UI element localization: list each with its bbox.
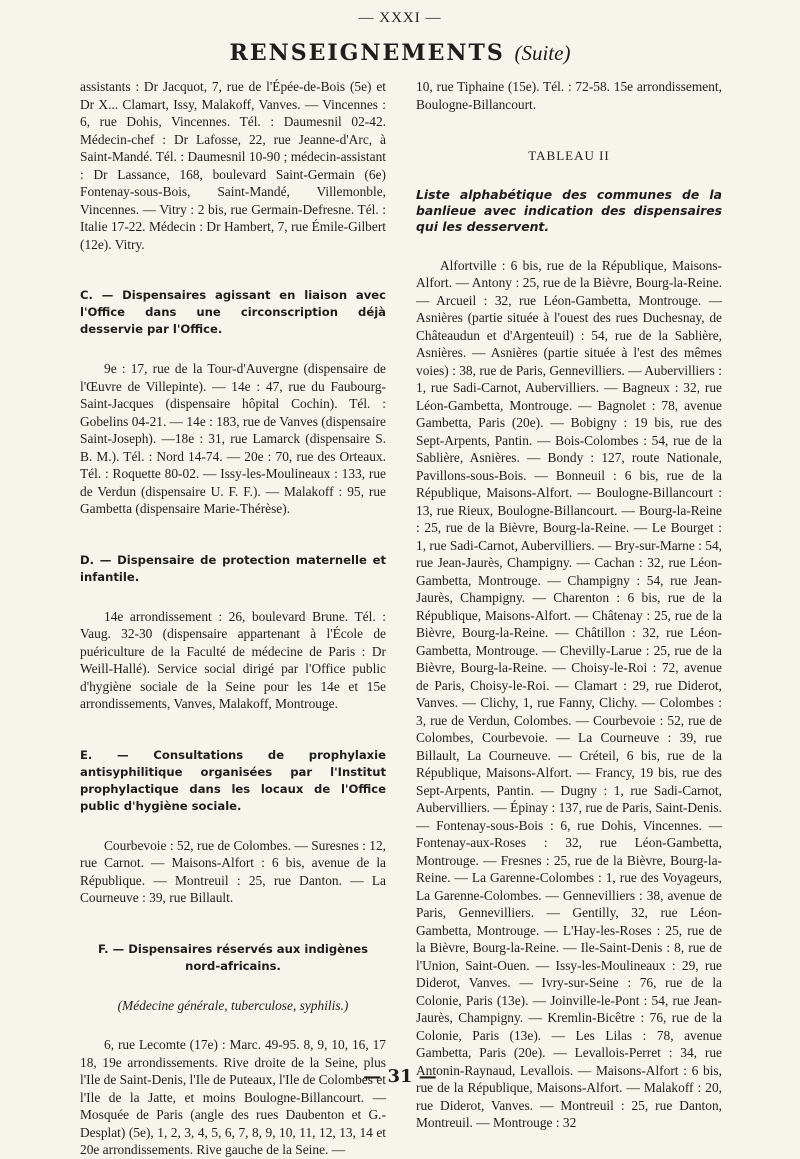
table-ii-subtitle: Liste alphabétique des communes de la banlieue avec indication des dispensaires qui les desservent. bbox=[416, 186, 722, 234]
section-c-body: 9e : 17, rue de la Tour-d'Auvergne (dispensaire de l'Œuvre de Villepinte). — 14e : 47, rue du Faubourg-Saint-Jacques (dispensaire hôpital Cochin). Tél. : Gobelins 04-21. — 14e : 183, rue de Vanves (dispensaire Saint-Joseph). —18e : 31, rue Lamarck (dispensaire S. B. M.). Tél. : Nord 14-74. — 20e : 70, rue des Orteaux. Tél. : Roquette 80-02. — Issy-les-Moulineaux : 133, rue de Verdun (dispensaire U. F. F.). — Malakoff : 95, rue Gambetta (dispensaire Marie-Thérèse). bbox=[80, 361, 386, 516]
section-e-heading: E. — Consultations de prophylaxie antisyphilitique organisées par l'Institut prophylactique dans les locaux de l'Office public d'hygiène sociale. bbox=[80, 747, 386, 813]
section-f-subtitle: (Médecine générale, tuberculose, syphilis.) bbox=[117, 997, 349, 1013]
table-ii-title: TABLEAU II bbox=[528, 148, 610, 163]
title-suite: (Suite) bbox=[514, 41, 571, 65]
title-main: RENSEIGNEMENTS bbox=[229, 40, 505, 66]
section-d-body: 14e arrondissement : 26, boulevard Brune. Tél. : Vaug. 32-30 (dispensaire appartenant à l'École de puériculture de la Faculté de médecine de Paris : Dr Weill-Hallé). Service social dirigé par l'Office public d'hygiène sociale de la Seine pour les 14e et 15e arrondissements, Vanves, Malakoff, Montrouge. bbox=[80, 608, 386, 711]
roman-folio: — XXXI — bbox=[358, 10, 442, 26]
section-d-heading: D. — Dispensaire de protection maternelle et infantile. bbox=[80, 552, 386, 584]
right-column bbox=[416, 78, 722, 1132]
paragraph-tiphaine: 10, rue Tiphaine (15e). Tél. : 72-58. 15e arrondissement, Boulogne-Billancourt. bbox=[416, 79, 722, 112]
section-c-heading: C. — Dispensaires agissant en liaison avec l'Office dans une circonscription déjà desservie par l'Office. bbox=[80, 288, 386, 336]
left-column bbox=[80, 78, 386, 1159]
communes-list: Alfortville : 6 bis, rue de la République, Maisons-Alfort. — Antony : 25, rue de la Bièvre, Bourg-la-Reine. — Arcueil : 32, rue Léon-Gambetta, Montrouge. — Asnières (partie située à l'ouest des rues Duchesnay, de Châteaudun et d'Argenteuil) : 54, rue de la Sablière, Asnières. — Asnières (partie située à l'est des mêmes voies) : 38, rue de Paris, Gennevilliers. — Aubervilliers : 1, rue Sadi-Carnot, Aubervilliers. — Bagneux : 32, rue Léon-Gambetta, Montrouge. — Bagnolet : 78, avenue Gambetta, Paris (20e). — Bobigny : 19 bis, rue des Sept-Arpents, Pantin. — Bois-Colombes : 54, rue de la Sablière, Asnières. — Bondy : 127, route Nationale, Pavillons-sous-Bois. — Bonneuil : 6 bis, rue de la République, Maisons-Alfort. — Boulogne-Billancourt : 13, rue Rieux, Boulogne-Billancourt. — Bourg-la-Reine : 25, rue de la Bièvre, Bourg-la-Reine. — Le Bourget : 1, rue Sadi-Carnot, Aubervilliers. — Bry-sur-Marne : 54, rue Jean-Jaurès, Champigny. — Cachan : 32, rue Léon-Gambetta, Montrouge. — Champigny : 54, rue Jean-Jaurès, Champigny. — Charenton : 6 bis, rue de la République, Maisons-Alfort. — Châtenay : 25, rue de la Bièvre, Bourg-la-Reine. — Châtillon : 32, rue Léon-Gambetta, Montrouge. — Chevilly-Larue : 25, rue de la Bièvre, Bourg-la-Reine. — Choisy-le-Roi : 72, avenue de Paris, Choisy-le-Roi. — Clamart : 29, rue Diderot, Vanves. — Clichy, 1, rue Fanny, Clichy. — Colombes : 3, rue de Verdun, Colombes. — Courbevoie : 52, rue de Colombes, Courbevoie. — La Courneuve : 39, rue Billault, La Courneuve. — Créteil, 6 bis, rue de la République, Maisons-Alfort. — Francy, 19 bis, rue des Sept-Arpents, Pantin. — Dugny : 1, rue Sadi-Carnot, Aubervilliers. — Épinay : 137, rue de Paris, Saint-Denis. — Fontenay-sous-Bois : 6, rue Dohis, Vincennes. — Fontenay-aux-Roses : 32, rue Léon-Gambetta, Montrouge. — Fresnes : 25, rue de la Bièvre, Bourg-la-Reine. — La Garenne-Colombes : 1, rue des Voyageurs, La Garenne-Colombes. — Gennevilliers : 38, avenue de Paris, Gennevilliers. — Gentilly, 32, rue Léon-Gambetta, Montrouge. — L'Hay-les-Roses : 25, rue de la Bièvre, Bourg-la-Reine. — Ile-Saint-Denis : 8, rue de l'Union, Saint-Ouen. — Issy-les-Moulineaux : 29, rue Diderot, Vanves. — Ivry-sur-Seine : 76, rue de la Colonie, Paris (13e). — Joinville-le-Pont : 54, rue Jean-Jaurès, Champigny. — Kremlin-Bicêtre : 76, rue de la Colonie, Paris (13e). — Les Lilas : 78, avenue Gambetta, Paris (20e). — Levallois-Perret : 34, rue Antonin-Raynaud, Levallois. — Maisons-Alfort : 6 bis, rue de la République, Maisons-Alfort. — Malakoff : 20, rue Diderot, Vanves. — Montreuil : 25, rue Danton, Montreuil. — Montrouge : 32 bbox=[416, 257, 722, 1130]
paragraph-vincennes-vitry: assistants : Dr Jacquot, 7, rue de l'Épée-de-Bois (5e) et Dr X... Clamart, Issy, Malakoff, Vanves. — Vincennes : 6, rue Dohis, Vincennes. Tél. : Daumesnil 02-42. Médecin-chef : Dr Lafosse, 22, rue Jeanne-d'Arc, à Saint-Mandé. Tél. : Daumesnil 10-90 ; médecin-assistant : Dr Lassance, 168, boulevard Saint-Germain (6e) Fontenay-sous-Bois, Saint-Mandé, Villemonble, Vincennes. — Vitry : 2 bis, rue Germain-Defresne. Tél. : Italie 17-22. Médecin : Dr Hambert, 7, rue Émile-Gilbert (12e). Vitry. bbox=[80, 79, 386, 252]
section-e-body: Courbevoie : 52, rue de Colombes. — Suresnes : 12, rue Carnot. — Maisons-Alfort : 6 bis, avenue de la République. — Montreuil : 25, rue Danton. — La Courneuve : 39, rue Billault. bbox=[80, 837, 386, 905]
page-number: — 31 — bbox=[363, 1066, 437, 1087]
page-title bbox=[0, 40, 800, 66]
section-f-heading: F. — Dispensaires réservés aux indigènes nord-africains. bbox=[97, 941, 369, 973]
section-f-body: 6, rue Lecomte (17e) : Marc. 49-95. 8, 9, 10, 16, 17 18, 19e arrondissements. Rive droite de la Seine, plus l'Ile de Saint-Denis, l'Ile de Puteaux, l'Ile de Colombes et l'Ile de la Jatte, et moins Boulogne-Billancourt. — Mosquée de Paris (angle des rues Daubenton et G.-Desplat) (5e), 1, 2, 3, 4, 5, 6, 7, 8, 9, 10, 11, 12, 13, 14 et 20e arrondissements. Rive gauche de la Seine. — bbox=[80, 1037, 386, 1157]
